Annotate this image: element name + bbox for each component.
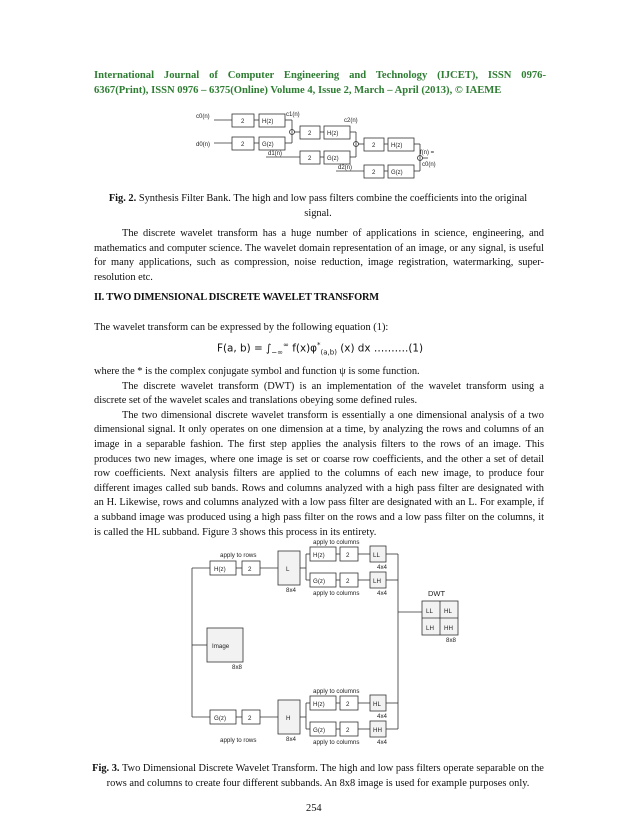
- upsample-3a: 2: [372, 143, 376, 149]
- subband-HL: HL: [373, 701, 381, 708]
- col-filter-g-1: G(z): [313, 578, 326, 585]
- size-HH: 4x4: [377, 739, 387, 746]
- down-col-2: 2: [346, 578, 350, 585]
- paragraph-3: where the * is the complex conjugate symbol and function ψ is some function.: [94, 366, 420, 377]
- figure-3-caption-label: Fig. 3.: [92, 763, 120, 774]
- col-filter-g-2: G(z): [313, 727, 326, 734]
- dwt-HL: HL: [444, 608, 452, 615]
- dwt-HH: HH: [444, 625, 453, 632]
- label-d0: d0(n): [196, 142, 211, 148]
- label-L: L: [286, 566, 290, 573]
- page-number: 254: [306, 803, 322, 814]
- figure-2-caption-label: Fig. 2.: [108, 193, 137, 204]
- size-H: 8x4: [286, 736, 296, 743]
- filter-h-3: H(z): [391, 143, 403, 149]
- label-c1: c1(n): [286, 112, 300, 118]
- apply-cols-4: apply to columns: [313, 739, 360, 746]
- equation-tail: (x) dx ……….(1): [336, 342, 424, 355]
- paragraph-block: [94, 365, 544, 540]
- filter-h-2: H(z): [327, 131, 339, 137]
- dwt-label: DWT: [428, 589, 446, 598]
- label-d1: d1(n): [268, 151, 283, 157]
- subband-HH: HH: [373, 727, 382, 734]
- filter-g-3: G(z): [391, 170, 403, 176]
- equation-1: [217, 341, 423, 357]
- filter-g-2: G(z): [327, 156, 339, 162]
- label-c2: c2(n): [344, 118, 358, 124]
- apply-rows-bottom: apply to rows: [220, 737, 257, 744]
- row-filter-h: H(z): [214, 566, 226, 573]
- filter-g-1: G(z): [262, 142, 274, 148]
- col-filter-h-2: H(z): [313, 701, 325, 708]
- image-label: Image: [212, 643, 230, 650]
- output-label-2: c0(n): [422, 162, 436, 168]
- paragraph-applications: [94, 227, 544, 285]
- paragraph-equation-intro: [94, 321, 544, 336]
- journal-header: [94, 68, 546, 98]
- subband-LL: LL: [373, 552, 380, 559]
- upsample-3b: 2: [372, 170, 376, 176]
- equation-subscript: (a,b): [320, 348, 337, 357]
- figure-3-caption-text: Two Dimensional Discrete Wavelet Transform. The high and low pass filters operate separable on the rows and columns to create four different subbands. An 8x8 image is used for example purposes only.: [106, 763, 544, 789]
- figure-3-caption: [92, 762, 544, 791]
- apply-cols-1: apply to columns: [313, 539, 360, 546]
- size-dwt: 8x8: [446, 637, 456, 644]
- equation-upper-limit: ∞: [283, 341, 289, 349]
- figure-2-caption-text: Synthesis Filter Bank. The high and low pass filters combine the coefficients into the original signal.: [136, 193, 528, 219]
- label-H: H: [286, 715, 291, 722]
- header-line-2: 6367(Print), ISSN 0976 – 6375(Online) Volume 4, Issue 2, March – April (2013), © IAEME: [94, 85, 502, 96]
- down-row-1: 2: [248, 566, 252, 573]
- row-filter-g: G(z): [214, 715, 227, 722]
- upsample-1a: 2: [241, 119, 245, 125]
- section-heading: II. TWO DIMENSIONAL DISCRETE WAVELET TRANSFORM: [94, 292, 379, 303]
- subband-LH: LH: [373, 578, 381, 585]
- col-filter-h-1: H(z): [313, 552, 325, 559]
- apply-cols-2: apply to columns: [313, 590, 360, 597]
- equation-lower-limit: −∞: [271, 348, 284, 357]
- upsample-2a: 2: [308, 131, 312, 137]
- equation-lhs: F(a, b) = ∫: [217, 342, 272, 355]
- apply-rows-top: apply to rows: [220, 552, 257, 559]
- paragraph-2: The wavelet transform can be expressed by the following equation (1):: [94, 322, 389, 333]
- figure-2-caption: [100, 192, 536, 221]
- dwt-LL: LL: [426, 608, 433, 615]
- output-label-1: f(n) =: [420, 150, 435, 156]
- down-row-2: 2: [248, 715, 252, 722]
- down-col-4: 2: [346, 727, 350, 734]
- filter-h-1: H(z): [262, 119, 274, 125]
- size-LL: 4x4: [377, 564, 387, 571]
- label-c0: c0(n): [196, 114, 210, 120]
- figure-2-synthesis-filter-bank: [196, 108, 448, 186]
- paragraph-4: The discrete wavelet transform (DWT) is an implementation of the wavelet transform using a discrete set of the wavelet scales and translations obeying some defined rules.: [94, 380, 544, 407]
- down-col-3: 2: [346, 701, 350, 708]
- upsample-1b: 2: [241, 142, 245, 148]
- size-HL: 4x4: [377, 713, 387, 720]
- paragraph-5: The two dimensional discrete wavelet transform is essentially a one dimensional analysis of a two dimensional signal. It only operates on one dimension at a time, by analyzing the rows and columns of an image in a separable fashion. The first step applies the analysis filters to the rows of an image. This produces two new images, where one image is set or coarse row coefficients, and the other a set of detail row coefficients. Next analysis filters are applied to the columns of each new image, to produce four different images called sub bands. Rows and columns analyzed with a high pass filter are designated with an H. Likewise, rows and columns analyzed with a low pass filter are designated with an L. For example, if a subband image was produced using a high pass filter on the rows and a low pass filter on the columns, it is called the HL subband. Figure 3 shows this process in its entirety.: [94, 409, 544, 538]
- paragraph-1: The discrete wavelet transform has a huge number of applications in science, engineering, and mathematics and computer science. The wavelet domain representation of an image, or any signal, is useful for many applications, such as compression, noise reduction, image registration, watermarking, super-resolution etc.: [94, 228, 544, 283]
- label-d2: d2(n): [338, 165, 353, 171]
- apply-cols-3: apply to columns: [313, 688, 360, 695]
- down-col-1: 2: [346, 552, 350, 559]
- equation-star: *: [317, 341, 321, 349]
- size-L: 8x4: [286, 587, 296, 594]
- size-image: 8x8: [232, 664, 242, 671]
- dwt-LH: LH: [426, 625, 434, 632]
- equation-body: f(x)φ: [288, 342, 318, 355]
- header-line-1: International Journal of Computer Engineering and Technology (IJCET), ISSN 0976-: [94, 70, 546, 81]
- upsample-2b: 2: [308, 156, 312, 162]
- size-LH: 4x4: [377, 590, 387, 597]
- figure-3-2d-dwt-diagram: [170, 537, 470, 753]
